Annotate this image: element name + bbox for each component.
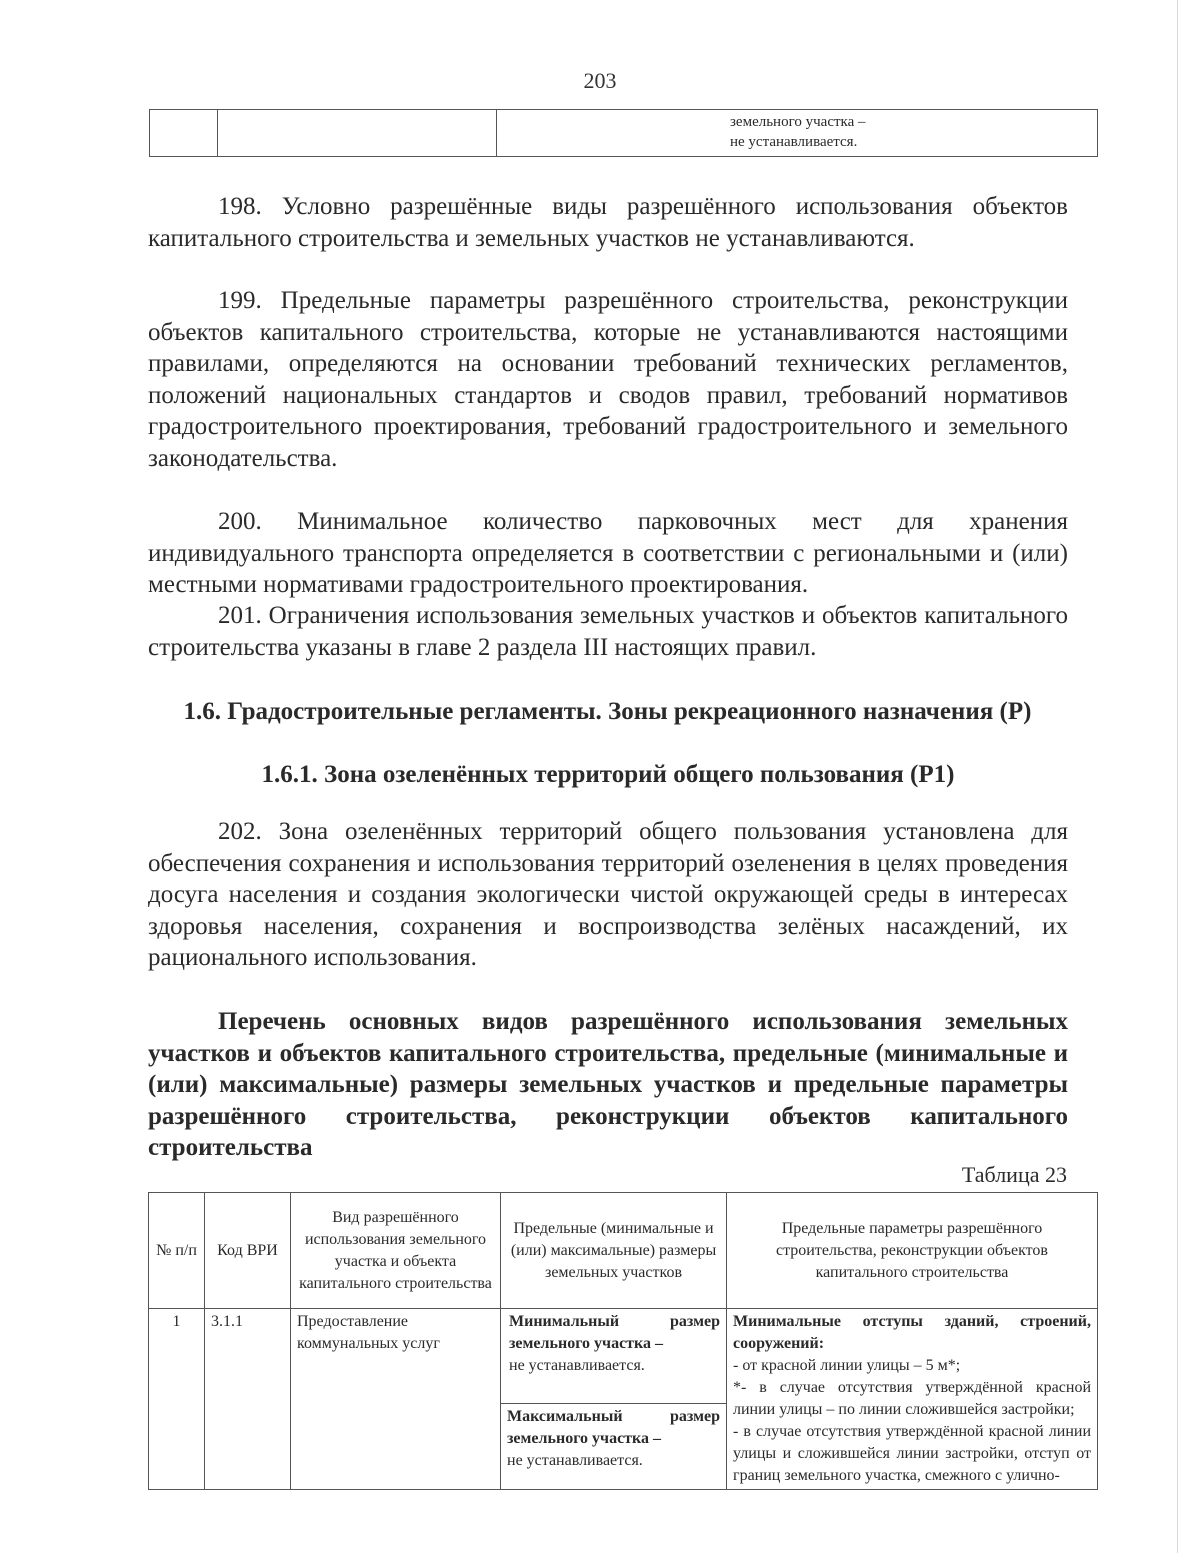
header-code: Код ВРИ [205, 1193, 291, 1309]
cell-line: земельного участка – [730, 114, 866, 130]
row-type: Предоставление коммунальных услуг [291, 1309, 501, 1490]
scan-edge-line [1177, 0, 1178, 1553]
table-row [149, 1309, 1098, 1490]
subsection-heading: 1.6.1. Зона озеленённых территорий общего пользования (Р1) [261, 761, 955, 788]
row-sizes [501, 1309, 727, 1490]
paragraph-198: 198. Условно разрешённые виды разрешённого использования объектов капитального строительства и земельных участков не устанавливаются. [148, 193, 1068, 252]
table-cell [218, 110, 497, 157]
table-row [150, 110, 1098, 157]
section-heading: 1.6. Градостроительные регламенты. Зоны рекреационного назначения (Р) [183, 698, 1032, 725]
row-code: 3.1.1 [205, 1309, 291, 1490]
continued-table [149, 109, 1098, 157]
params-line: - от красной линии улицы – 5 м*; [733, 1357, 961, 1374]
paragraph-199: 199. Предельные параметры разрешённого строительства, реконструкции объектов капитального строительства, которые не устанавливаются настоящими правилами, определяются на основании требований технических регламентов, положений национальных стандартов и сводов правил, требований нормативов градостроительного проектирования, требований градостроительного и земельного законодательства. [148, 287, 1068, 472]
paragraph-202: 202. Зона озеленённых территорий общего пользования установлена для обеспечения сохранения и использования территорий озеленения в целях проведения досуга населения и создания экологически чистой окружающей среды в интересах здоровья населения, сохранения и воспроизводства зелёных насаждений, их рационального использования. [148, 818, 1068, 971]
paragraph-201: 201. Ограничения использования земельных участков и объектов капитального строительства указаны в главе 2 раздела III настоящих правил. [148, 602, 1068, 661]
table-cell [150, 110, 218, 157]
regulations-table [148, 1192, 1098, 1490]
table-cell [497, 110, 1098, 157]
list-title: Перечень основных видов разрешённого использования земельных участков и объектов капитального строительства, предельные (минимальные и (или) максимальные) размеры земельных участков и предельные параметры разрешённого строительства, реконструкции объектов капитального строительства [148, 1008, 1068, 1161]
table-header-row [149, 1193, 1098, 1309]
max-size-title: Максимальный размер земельного участка – [507, 1408, 720, 1447]
min-size-title: Минимальный размер земельного участка – [509, 1313, 720, 1352]
params-line: - в случае отсутствия утверждённой красной линии улицы и сложившейся линии застройки, отступ от границ земельного участка, смежного с улично- [733, 1423, 1091, 1484]
params-title: Минимальные отступы зданий, строений, сооружений: [733, 1313, 1091, 1352]
header-sizes: Предельные (минимальные и (или) максимальные) размеры земельных участков [501, 1193, 727, 1309]
header-type: Вид разрешённого использования земельного участка и объекта капитального строительства [291, 1193, 501, 1309]
header-params: Предельные параметры разрешённого строительства, реконструкции объектов капитального строительства [727, 1193, 1098, 1309]
min-size-value: не устанавливается. [509, 1357, 645, 1374]
min-size-block [501, 1309, 726, 1404]
paragraph-200: 200. Минимальное количество парковочных мест для хранения индивидуального транспорта определяется в соответствии с региональными и (или) местными нормативами градостроительного проектирования. [148, 508, 1068, 598]
cell-line: не устанавливается. [730, 134, 858, 150]
page-number: 203 [583, 68, 617, 93]
row-num: 1 [149, 1309, 205, 1490]
row-params [727, 1309, 1098, 1490]
table-caption: Таблица 23 [961, 1162, 1067, 1187]
max-size-value: не устанавливается. [507, 1452, 643, 1469]
max-size-block [501, 1404, 726, 1474]
header-num: № п/п [149, 1193, 205, 1309]
params-line: *- в случае отсутствия утверждённой красной линии улицы – по линии сложившейся застройки; [733, 1379, 1091, 1418]
